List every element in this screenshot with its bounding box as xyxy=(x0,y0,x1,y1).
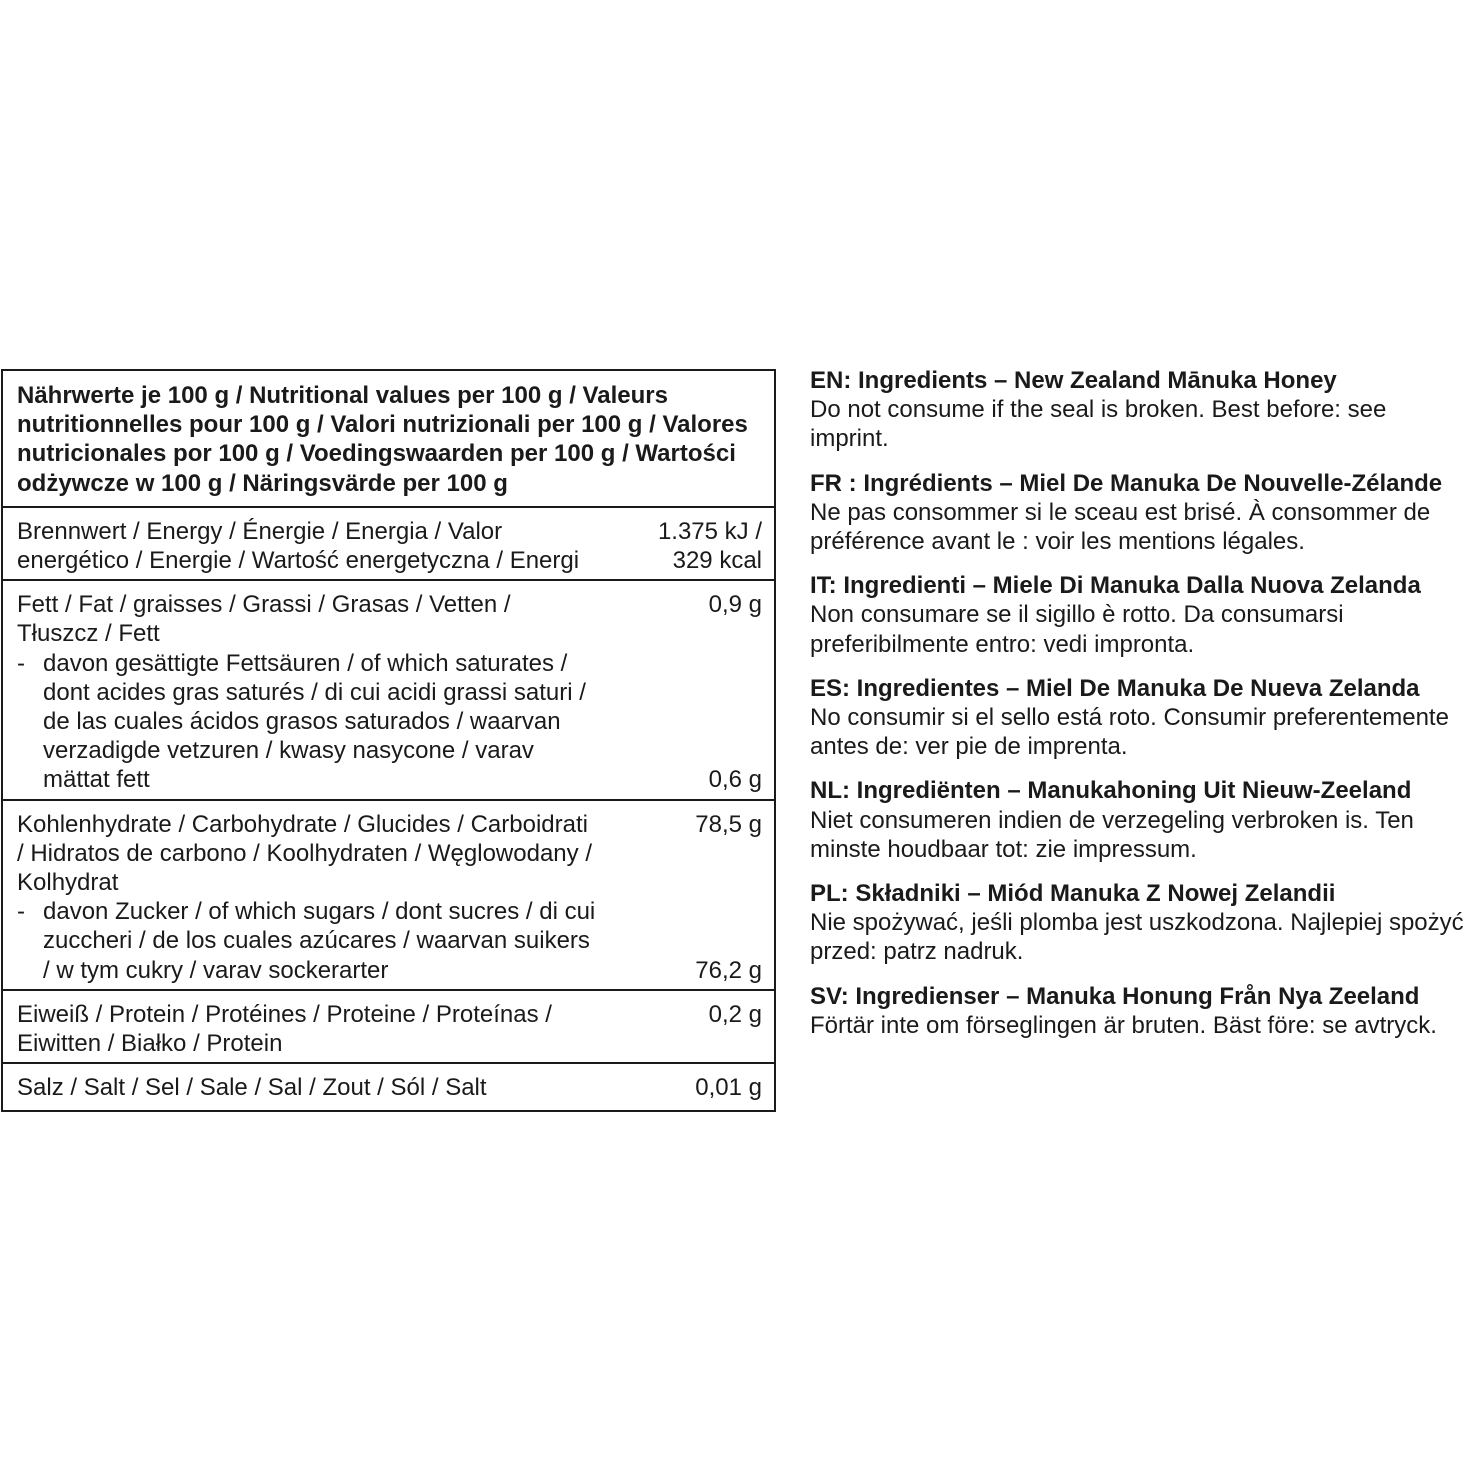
fat-values xyxy=(612,590,762,794)
carbs-values xyxy=(612,810,762,985)
carbs-row xyxy=(3,801,774,991)
sugars-dash: - xyxy=(17,898,25,926)
energy-label: Brennwert / Energy / Énergie / Energia / Valor energético / Energie / Wartość energetyczna / Energi xyxy=(17,517,580,575)
ingredients-text: Förtär inte om förseglingen är bruten. Bäst före: se avtryck. xyxy=(810,1011,1437,1039)
ingredients-text: Do not consume if the seal is broken. Best before: see imprint. xyxy=(810,396,1387,453)
saturates-dash: - xyxy=(17,649,25,677)
ingredients-text: Niet consumeren indien de verzegeling verbroken is. Ten minste houdbaar tot: zie impressum. xyxy=(810,806,1414,863)
ingredients-fr xyxy=(810,469,1466,557)
ingredients-text: No consumir si el sello está roto. Consumir preferentemente antes de: ver pie de imprenta. xyxy=(810,704,1449,761)
fat-value: 0,9 g xyxy=(708,591,762,619)
protein-values xyxy=(612,1000,762,1058)
saturates-line xyxy=(17,649,598,795)
energy-kcal: 329 kcal xyxy=(672,547,762,575)
carbs-label: Kohlenhydrate / Carbohydrate / Glucides / Carboidrati / Hidratos de carbono / Koolhydraten / Węglowodany / Kolhydrat xyxy=(17,810,592,897)
carbs-label-block xyxy=(17,810,612,985)
ingredients-sv xyxy=(810,982,1466,1040)
ingredients-title: PL: Składniki – Miód Manuka Z Nowej Zelandii xyxy=(810,880,1336,908)
ingredients-text: Non consumare se il sigillo è rotto. Da consumarsi preferibilmente entro: vedi impronta. xyxy=(810,601,1344,658)
fat-row xyxy=(3,581,774,800)
ingredients-nl xyxy=(810,776,1466,864)
salt-value: 0,01 g xyxy=(695,1074,762,1102)
energy-row xyxy=(3,508,774,581)
ingredients-title: SV: Ingredienser – Manuka Honung Från Nya Zeeland xyxy=(810,982,1420,1010)
ingredients-text: Ne pas consommer si le sceau est brisé. À consommer de préférence avant le : voir les mentions légales. xyxy=(810,498,1431,556)
ingredients-title: EN: Ingredients – New Zealand Mānuka Honey xyxy=(810,367,1337,394)
ingredients-it xyxy=(810,571,1466,659)
carbs-value: 78,5 g xyxy=(695,810,762,838)
saturates-value: 0,6 g xyxy=(708,766,762,794)
salt-row xyxy=(3,1064,774,1110)
ingredients-pl xyxy=(810,879,1466,967)
sugars-line xyxy=(17,897,598,985)
sugars-label: davon Zucker / of which sugars / dont sucres / di cui zuccheri / de los cuales azúcares / waarvan suikers / w tym cukry / varav sockerarter xyxy=(43,898,596,984)
fat-label: Fett / Fat / graisses / Grassi / Grasas / Vetten / Tłuszcz / Fett xyxy=(17,591,511,648)
salt-values xyxy=(612,1073,762,1102)
ingredients-title: FR : Ingrédients – Miel De Manuka De Nouvelle-Zélande xyxy=(810,469,1443,497)
protein-value: 0,2 g xyxy=(708,1000,762,1028)
ingredients-text: Nie spożywać, jeśli plomba jest uszkodzona. Najlepiej spożyć przed: patrz nadruk. xyxy=(810,909,1464,966)
saturates-label: davon gesättigte Fettsäuren / of which saturates / dont acides gras saturés / di cui acidi grassi saturi / de las cuales ácidos grasos saturados / waarvan verzadigde vetzuren / kwasy nasycone / varav mättat fett xyxy=(43,649,586,794)
ingredients-title: IT: Ingredienti – Miele Di Manuka Dalla Nuova Zelanda xyxy=(810,572,1421,600)
protein-row xyxy=(3,991,774,1064)
nutrition-header: Nährwerte je 100 g / Nutritional values per 100 g / Valeurs nutritionnelles pour 100 g / Valori nutrizionali per 100 g / Valores nutricionales por 100 g / Voedingswaarden per 100 g / Wartości odżywcze w 100 g / Näringsvärde per 100 g xyxy=(3,371,774,508)
ingredients-title: NL: Ingrediënten – Manukahoning Uit Nieuw-Zeeland xyxy=(810,777,1412,805)
protein-label: Eiweiß / Protein / Protéines / Proteine / Proteínas / Eiwitten / Białko / Protein xyxy=(17,1000,552,1058)
sugars-value: 76,2 g xyxy=(695,956,762,984)
nutrition-table xyxy=(1,369,776,1112)
ingredients-es xyxy=(810,674,1466,762)
salt-label: Salz / Salt / Sel / Sale / Sal / Zout / Sól / Salt xyxy=(17,1074,487,1102)
energy-kj: 1.375 kJ / xyxy=(657,517,762,545)
ingredients-list xyxy=(810,366,1466,1055)
energy-values xyxy=(612,517,762,575)
ingredients-title: ES: Ingredientes – Miel De Manuka De Nueva Zelanda xyxy=(810,674,1420,702)
ingredients-en xyxy=(810,366,1466,454)
fat-label-block xyxy=(17,590,612,794)
